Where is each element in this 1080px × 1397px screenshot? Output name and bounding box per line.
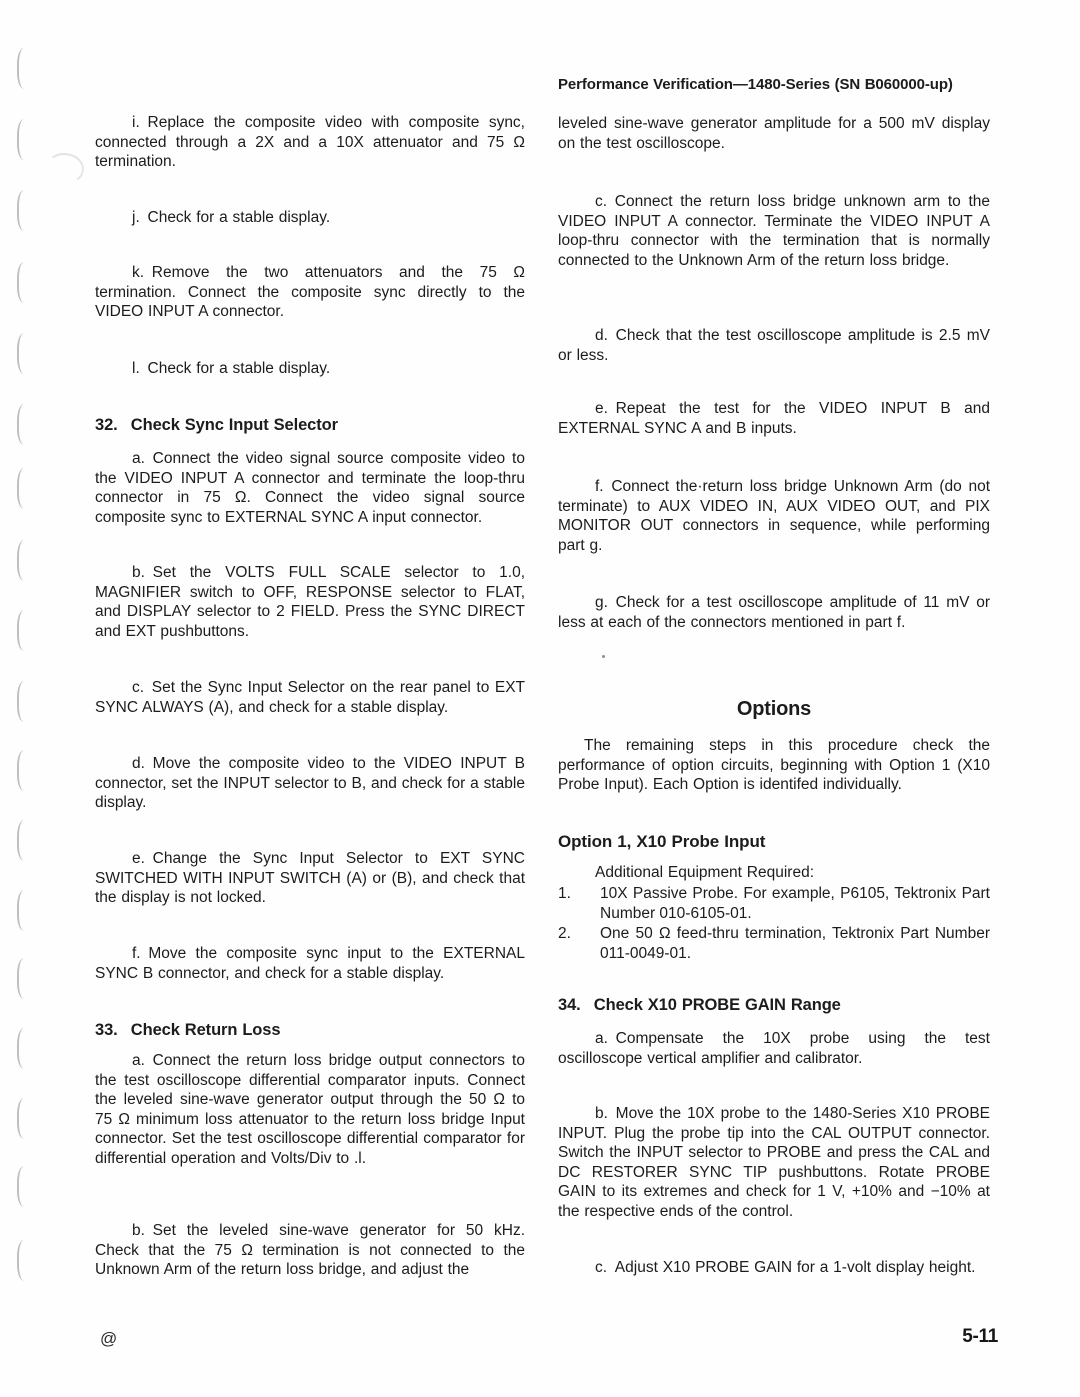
binder-mark [17,119,26,160]
binder-mark [17,262,26,303]
step-paragraph-k: k. Remove the two attenuators and the 75 Ω termination. Connect the composite sync directly to the VIDEO INPUT A connector. [95,264,525,320]
binder-mark [17,190,26,231]
equipment-item [558,924,990,963]
right-column [558,0,990,1397]
section-heading-33: 33. Check Return Loss [95,1021,281,1039]
binder-mark [17,48,26,89]
equipment-item-text: One 50 Ω feed-thru termination, Tektronix Part Number 011-0049-01. [600,925,990,962]
section-heading-34: 34. Check X10 PROBE GAIN Range [558,996,841,1014]
step-paragraph-32a: a. Connect the video signal source composite video to the VIDEO INPUT A connector and terminate the loop-thru connector in 75 Ω. Connect the video signal source composite sync to EXTERNAL SYNC A input connector. [95,450,525,526]
page-number: 5-11 [962,1326,998,1347]
equipment-required-label: Additional Equipment Required: [595,864,814,881]
equipment-item-number: 2. [558,925,571,942]
binder-mark [17,890,26,931]
step-paragraph-33d: d. Check that the test oscilloscope amplitude is 2.5 mV or less. [558,327,990,364]
equipment-item-text: 10X Passive Probe. For example, P6105, Tektronix Part Number 010-6105-01. [600,885,990,922]
binder-mark [17,958,26,999]
options-title: Options [736,698,812,720]
binder-mark [17,820,26,861]
step-paragraph-33c: c. Connect the return loss bridge unknown arm to the VIDEO INPUT A connector. Terminate the VIDEO INPUT A loop-thru connector with the termination that is normally connected to the Unknown Arm of the return loss bridge. [558,193,990,269]
step-paragraph-34a: a. Compensate the 10X probe using the test oscilloscope vertical amplifier and calibrator. [558,1030,990,1067]
section-heading-32: 32. Check Sync Input Selector [95,416,338,434]
step-paragraph-34c: c. Adjust X10 PROBE GAIN for a 1-volt display height. [595,1259,976,1276]
step-paragraph-32f: f. Move the composite sync input to the EXTERNAL SYNC B connector, and check for a stable display. [95,945,525,982]
step-paragraph-32c: c. Set the Sync Input Selector on the rear panel to EXT SYNC ALWAYS (A), and check for a stable display. [95,679,525,716]
continuation-paragraph: leveled sine-wave generator amplitude for a 500 mV display on the test oscilloscope. [558,115,990,152]
scan-smudge-arc [44,151,85,186]
binder-mark [17,404,26,445]
step-paragraph-i: i. Replace the composite video with composite sync, connected through a 2X and a 10X attenuator and 75 Ω termination. [95,114,525,170]
options-intro-paragraph: The remaining steps in this procedure check the performance of option circuits, beginning with Option 1 (X10 Probe Input). Each Option is identifed individually. [558,737,990,793]
binder-mark [17,610,26,651]
option1-heading: Option 1, X10 Probe Input [558,832,766,851]
binder-mark [17,333,26,374]
step-paragraph-33b: b. Set the leveled sine-wave generator for 50 kHz. Check that the 75 Ω termination is not connected to the Unknown Arm of the return loss bridge, and adjust the [95,1222,525,1278]
step-paragraph-33a: a. Connect the return loss bridge output connectors to the test oscilloscope differential comparator inputs. Connect the leveled sine-wave generator output through the 50 Ω to 75 Ω minimum loss attenuator to the return loss bridge Input connector. Set the test oscilloscope differential comparator for differential operation and Volts/Div to .l. [95,1052,525,1167]
step-paragraph-32b: b. Set the VOLTS FULL SCALE selector to 1.0, MAGNIFIER switch to OFF, RESPONSE selector to FLAT, and DISPLAY selector to 2 FIELD. Press the SYNC DIRECT and EXT pushbuttons. [95,564,525,640]
equipment-item [558,884,990,923]
step-paragraph-33f: f. Connect the·return loss bridge Unknown Arm (do not terminate) to AUX VIDEO IN, AUX VIDEO OUT, and PIX MONITOR OUT connectors in sequence, while performing part g. [558,478,990,554]
binder-mark [17,1028,26,1069]
binder-mark [17,750,26,791]
copyright-at-mark: @ [100,1329,118,1348]
step-paragraph-32d: d. Move the composite video to the VIDEO INPUT B connector, set the INPUT selector to B, and check for a stable display. [95,755,525,811]
binder-mark [17,1240,26,1281]
left-column [95,0,525,1397]
binder-mark [17,468,26,509]
step-paragraph-32e: e. Change the Sync Input Selector to EXT SYNC SWITCHED WITH INPUT SWITCH (A) or (B), and check that the display is not locked. [95,850,525,906]
equipment-item-number: 1. [558,885,571,902]
binder-mark [17,540,26,581]
step-paragraph-33e: e. Repeat the test for the VIDEO INPUT B and EXTERNAL SYNC A and B inputs. [558,400,990,437]
step-paragraph-34b: b. Move the 10X probe to the 1480-Series X10 PROBE INPUT. Plug the probe tip into the CAL OUTPUT connector. Switch the INPUT selector to PROBE and press the CAL and DC RESTORER SYNC TIP pushbuttons. Rotate PROBE GAIN to its extremes and check for 1 V, +10% and −10% at the respective ends of the control. [558,1105,990,1220]
binder-mark [17,681,26,722]
running-header: Performance Verification—1480-Series (SN B060000-up) [558,76,953,93]
binder-mark [17,1166,26,1207]
step-paragraph-j: j. Check for a stable display. [132,209,331,226]
binder-mark [17,1098,26,1139]
step-paragraph-l: l. Check for a stable display. [132,360,331,377]
step-paragraph-33g: g. Check for a test oscilloscope amplitude of 11 mV or less at each of the connectors mentioned in part f. [558,594,990,631]
